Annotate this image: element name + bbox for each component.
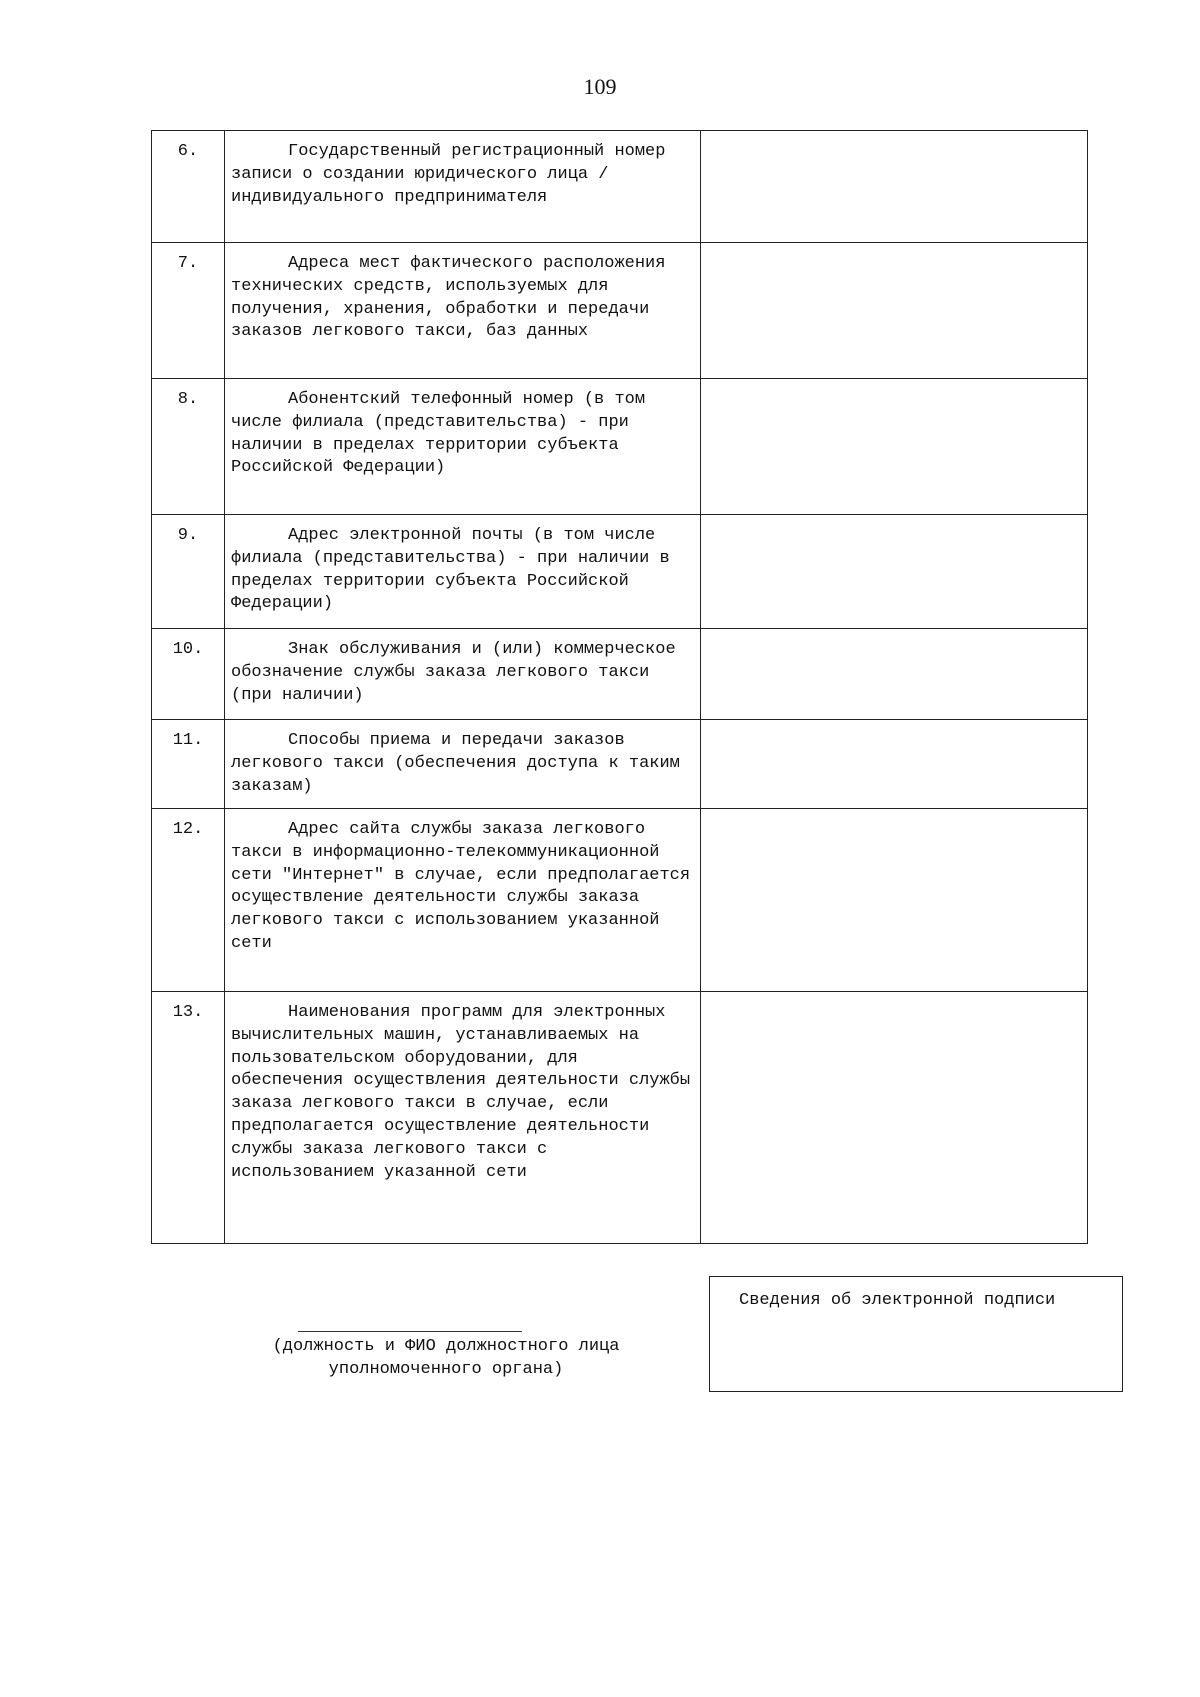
row-value-cell[interactable] [701,515,1088,629]
page-number: 109 [583,74,617,99]
signature-line [298,1331,522,1332]
table-row [152,809,1088,992]
row-number: 11. [152,720,225,809]
row-value-cell[interactable] [701,629,1088,720]
row-field-label: Знак обслуживания и (или) коммерческое обозначение службы заказа легкового такси (при наличии) [225,629,701,720]
row-number: 6. [152,131,225,243]
row-value-cell[interactable] [701,992,1088,1244]
row-field-label: Адрес электронной почты (в том числе филиала (представительства) - при наличии в пределах территории субъекта Российской Федерации) [225,515,701,629]
electronic-signature-box [709,1276,1123,1392]
registry-form-table [151,130,1088,1244]
table-row [152,515,1088,629]
row-number: 10. [152,629,225,720]
row-field-label: Адрес сайта службы заказа легкового такси в информационно-телекоммуникационной сети "Интернет" в случае, если предполагается осуществление деятельности службы заказа легкового такси с использованием указанной сети [225,809,701,992]
row-value-cell[interactable] [701,243,1088,379]
row-number: 7. [152,243,225,379]
electronic-signature-label: Сведения об электронной подписи [739,1291,1056,1310]
row-field-label: Государственный регистрационный номер записи о создании юридического лица / индивидуального предпринимателя [225,131,701,243]
table-row [152,992,1088,1244]
row-number: 13. [152,992,225,1244]
table-row [152,379,1088,515]
table-row [152,243,1088,379]
signature-caption: (должность и ФИО должностного лица уполномоченного органа) [272,1337,620,1379]
table-row [152,629,1088,720]
row-field-label: Адреса мест фактического расположения технических средств, используемых для получения, хранения, обработки и передачи заказов легкового такси, баз данных [225,243,701,379]
row-field-label: Наименования программ для электронных вычислительных машин, устанавливаемых на пользовательском оборудовании, для обеспечения осуществления деятельности службы заказа легкового такси в случае, если предполагается осуществление деятельности службы заказа легкового такси с использованием указанной сети [225,992,701,1244]
row-number: 9. [152,515,225,629]
row-field-label: Абонентский телефонный номер (в том числе филиала (представительства) - при наличии в пределах территории субъекта Российской Федерации) [225,379,701,515]
row-number: 8. [152,379,225,515]
row-value-cell[interactable] [701,809,1088,992]
table-row [152,131,1088,243]
row-value-cell[interactable] [701,720,1088,809]
row-value-cell[interactable] [701,131,1088,243]
row-number: 12. [152,809,225,992]
row-field-label: Способы приема и передачи заказов легкового такси (обеспечения доступа к таким заказам) [225,720,701,809]
table-row [152,720,1088,809]
row-value-cell[interactable] [701,379,1088,515]
